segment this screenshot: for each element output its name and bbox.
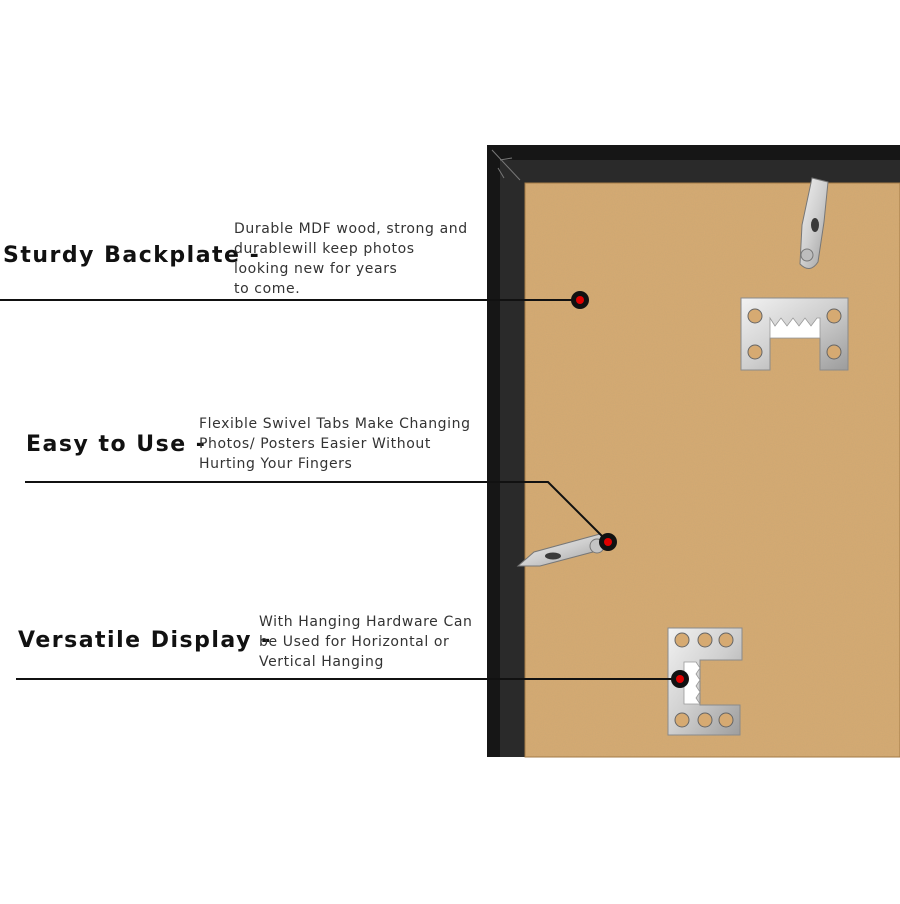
feature-desc-backplate: Durable MDF wood, strong and durablewill keep photos looking new for years to come. <box>234 221 468 297</box>
feature-desc-versatile-display: With Hanging Hardware Can be Used for Horizontal or Vertical Hanging <box>259 614 473 670</box>
feature-title-easy-to-use: Easy to Use - <box>26 432 207 457</box>
feature-title-versatile-display: Versatile Display - <box>18 628 272 653</box>
feature-desc-easy-to-use: Flexible Swivel Tabs Make Changing Photos/ Posters Easier Without Hurting Your Fingers <box>199 416 471 472</box>
feature-title-backplate: Sturdy Backplate - <box>3 243 261 268</box>
